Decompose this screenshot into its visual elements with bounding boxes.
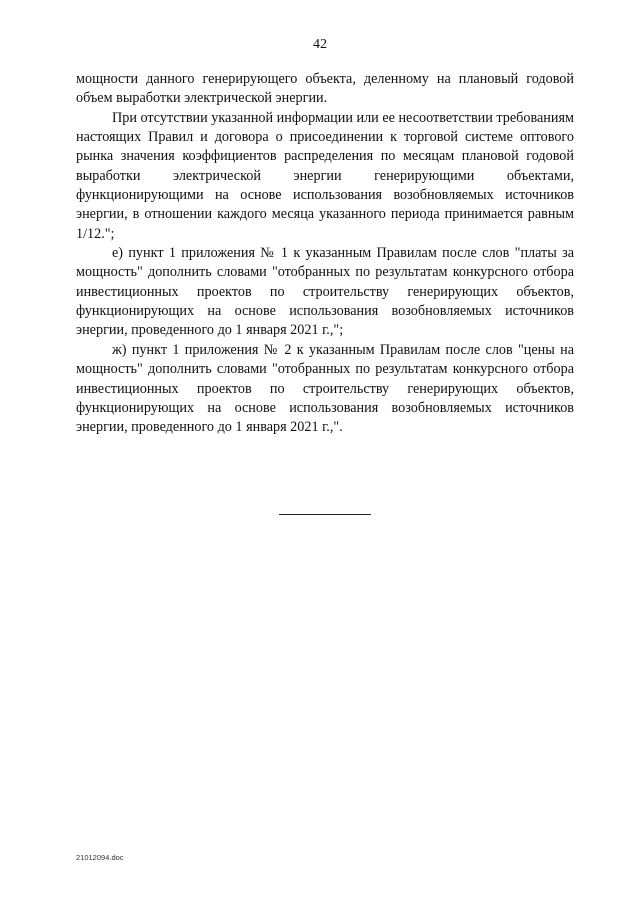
paragraph-continuation: мощности данного генерирующего объекта, деленному на плановый годовой объем выработки электрической энергии. — [76, 71, 574, 107]
paragraph-item-e: е) пункт 1 приложения № 1 к указанным Правилам после слов "платы за мощность" дополнить словами "отобранных по результатам конкурсного отбора инвестиционных проектов по строительству генерирующих объектов, функционирующих на основе использования возобновляемых источников энергии, проведенного до 1 января 2021 г.,"; — [76, 245, 574, 339]
footer-file-name: 21012094.doc — [76, 853, 124, 862]
paragraph-missing-information: При отсутствии указанной информации или ее несоответствии требованиям настоящих Правил и договора о присоединении к торговой системе оптового рынка значения коэффициентов распределения по месяцам плановой годовой выработки электрической энергии генерирующими объектами, функционирующими на основе использования возобновляемых источников энергии, в отношении каждого месяца указанного периода принимается равным 1/12."; — [76, 109, 574, 242]
paragraph-item-zh: ж) пункт 1 приложения № 2 к указанным Правилам после слов "цены на мощность" дополнить словами "отобранных по результатам конкурсного отбора инвестиционных проектов по строительству генерирующих объектов, функционирующих на основе использования возобновляемых источников энергии, проведенного до 1 января 2021 г.,". — [76, 341, 574, 436]
document-body — [76, 70, 574, 438]
section-separator-line — [279, 514, 371, 515]
page-number: 42 — [313, 37, 327, 52]
